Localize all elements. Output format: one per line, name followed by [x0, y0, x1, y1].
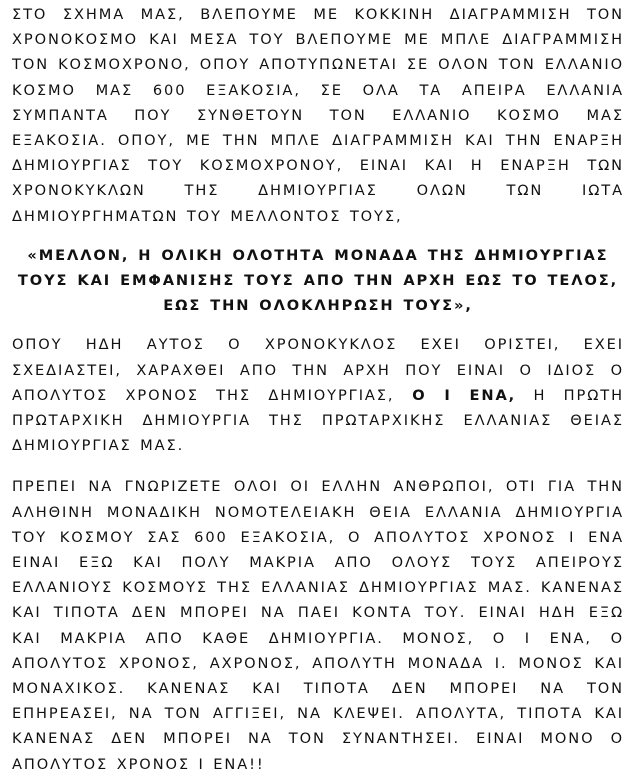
bold-quote: «ΜΕΛΛΟΝ, Η ΟΛΙΚΗ ΟΛΟΤΗΤΑ ΜΟΝΑΔΑ ΤΗΣ ΔΗΜΙΟΥΡΓΙΑΣ ΤΟΥΣ ΚΑΙ ΕΜΦΑΝΙΣΗΣ ΤΟΥΣ ΑΠΟ ΤΗΝ ΑΡΧΗ ΕΩΣ ΤΟ ΤΕΛΟΣ, ΕΩΣ ΤΗΝ ΟΛΟΚΛΗΡΩΣΗ ΤΟΥΣ», — [17, 246, 619, 315]
paragraph-1: ΣΤΟ ΣΧΗΜΑ ΜΑΣ, ΒΛΕΠΟΥΜΕ ΜΕ ΚΟΚΚΙΝΗ ΔΙΑΓΡΑΜΜΙΣΗ ΤΟΝ ΧΡΟΝΟΚΟΣΜΟ ΚΑΙ ΜΕΣΑ ΤΟΥ ΒΛΕΠΟΥΜΕ ΜΕ ΜΠΛΕ ΔΙΑΓΡΑΜΜΙΣΗ ΤΟΝ ΚΟΣΜΟΧΡΟΝΟ, ΟΠΟΥ ΑΠΟΤΥΠΩΝΕΤΑΙ ΣΕ ΟΛΟΝ ΤΟΝ ΕΛΛΑΝΙΟ ΚΟΣΜΟ ΜΑΣ 600 ΕΞΑΚΟΣΙΑ, ΣΕ ΟΛΑ ΤΑ ΑΠΕΙΡΑ ΕΛΛΑΝΙΑ ΣΥΜΠΑΝΤΑ ΠΟΥ ΣΥΝΘΕΤΟΥΝ ΤΟΝ ΕΛΛΑΝΙΟ ΚΟΣΜΟ ΜΑΣ ΕΞΑΚΟΣΙΑ. ΟΠΟΥ, ΜΕ ΤΗΝ ΜΠΛΕ ΔΙΑΓΡΑΜΜΙΣΗ ΚΑΙ ΤΗΝ ΕΝΑΡΞΗ ΔΗΜΙΟΥΡΓΙΑΣ ΤΟΥ ΚΟΣΜΟΧΡΟΝΟΥ, ΕΙΝΑΙ ΚΑΙ Η ΕΝΑΡΞΗ ΤΩΝ ΧΡΟΝΟΚΥΚΛΩΝ ΤΗΣ ΔΗΜΙΟΥΡΓΙΑΣ ΟΛΩΝ ΤΩΝ ΙΩΤΑ ΔΗΜΙΟΥΡΓΗΜΑΤΩΝ ΤΟΥ ΜΕΛΛΟΝΤΟΣ ΤΟΥΣ, — [12, 6, 624, 225]
paragraph-3: ΠΡΕΠΕΙ ΝΑ ΓΝΩΡΙΖΕΤΕ ΟΛΟΙ ΟΙ ΕΛΛΗΝ ΑΝΘΡΩΠΟΙ, ΟΤΙ ΓΙΑ ΤΗΝ ΑΛΗΘΙΝΗ ΜΟΝΑΔΙΚΗ ΝΟΜΟΤΕΛΕΙΑΚΗ ΘΕΙΑ ΕΛΛΑΝΙΑ ΔΗΜΙΟΥΡΓΙΑ ΤΟΥ ΚΟΣΜΟΥ ΣΑΣ 600 ΕΞΑΚΟΣΙΑ, Ο ΑΠΟΛΥΤΟΣ ΧΡΟΝΟΣ Ι ΕΝΑ ΕΙΝΑΙ ΕΞΩ ΚΑΙ ΠΟΛΥ ΜΑΚΡΙΑ ΑΠΟ ΟΛΟΥΣ ΤΟΥΣ ΑΠΕΙΡΟΥΣ ΕΛΛΑΝΙΟΥΣ ΚΟΣΜΟΥΣ ΤΗΣ ΕΛΛΑΝΙΑΣ ΔΗΜΙΟΥΡΓΙΑΣ ΜΑΣ. ΚΑΝΕΝΑΣ ΚΑΙ ΤΙΠΟΤΑ ΔΕΝ ΜΠΟΡΕΙ ΝΑ ΠΑΕΙ ΚΟΝΤΑ ΤΟΥ. ΕΙΝΑΙ ΗΔΗ ΕΞΩ ΚΑΙ ΜΑΚΡΙΑ ΑΠΟ ΚΑΘΕ ΔΗΜΙΟΥΡΓΙΑ. ΜΟΝΟΣ, Ο Ι ΕΝΑ, Ο ΑΠΟΛΥΤΟΣ ΧΡΟΝΟΣ, ΑΧΡΟΝΟΣ, ΑΠΟΛΥΤΗ ΜΟΝΑΔΑ Ι. ΜΟΝΟΣ ΚΑΙ ΜΟΝΑΧΙΚΟΣ. ΚΑΝΕΝΑΣ ΚΑΙ ΤΙΠΟΤΑ ΔΕΝ ΜΠΟΡΕΙ ΝΑ ΤΟΝ ΕΠΗΡΕΑΣΕΙ, ΝΑ ΤΟΝ ΑΓΓΙΞΕΙ, ΝΑ ΚΛΕΨΕΙ. ΑΠΟΛΥΤΑ, ΤΙΠΟΤΑ ΚΑΙ ΚΑΝΕΝΑΣ ΔΕΝ ΜΠΟΡΕΙ ΝΑ ΤΟΝ ΣΥΝΑΝΤΗΣΕΙ. ΕΙΝΑΙ ΜΟΝΟ Ο ΑΠΟΛΥΤΟΣ ΧΡΟΝΟΣ Ι ΕΝΑ!! — [12, 478, 624, 773]
document-page — [12, 2, 624, 777]
paragraph-2-text-start: ΟΠΟΥ ΗΔΗ ΑΥΤΟΣ Ο ΧΡΟΝΟΚΥΚΛΟΣ ΕΧΕΙ ΟΡΙΣΤΕΙ, ΕΧΕΙ ΣΧΕΔΙΑΣΤΕΙ, ΧΑΡΑΧΘΕΙ ΑΠΟ ΤΗΝ ΑΡΧΗ ΠΟΥ ΕΙΝΑΙ Ο ΙΔΙΟΣ Ο ΑΠΟΛΥΤΟΣ ΧΡΟΝΟΣ ΤΗΣ ΔΗΜΙΟΥΡΓΙΑΣ, — [12, 336, 624, 404]
paragraph-2-text-end: Η ΠΡΩΤΗ ΠΡΩΤΑΡΧΙΚΗ ΔΗΜΙΟΥΡΓΙΑ ΤΗΣ ΠΡΩΤΑΡΧΙΚΗΣ ΕΛΛΑΝΙΑΣ ΘΕΙΑΣ ΔΗΜΙΟΥΡΓΙΑΣ ΜΑΣ. — [12, 386, 624, 455]
paragraph-2-bold-phrase: Ο Ι ΕΝΑ, — [394, 386, 517, 404]
paragraph-2 — [12, 332, 624, 458]
